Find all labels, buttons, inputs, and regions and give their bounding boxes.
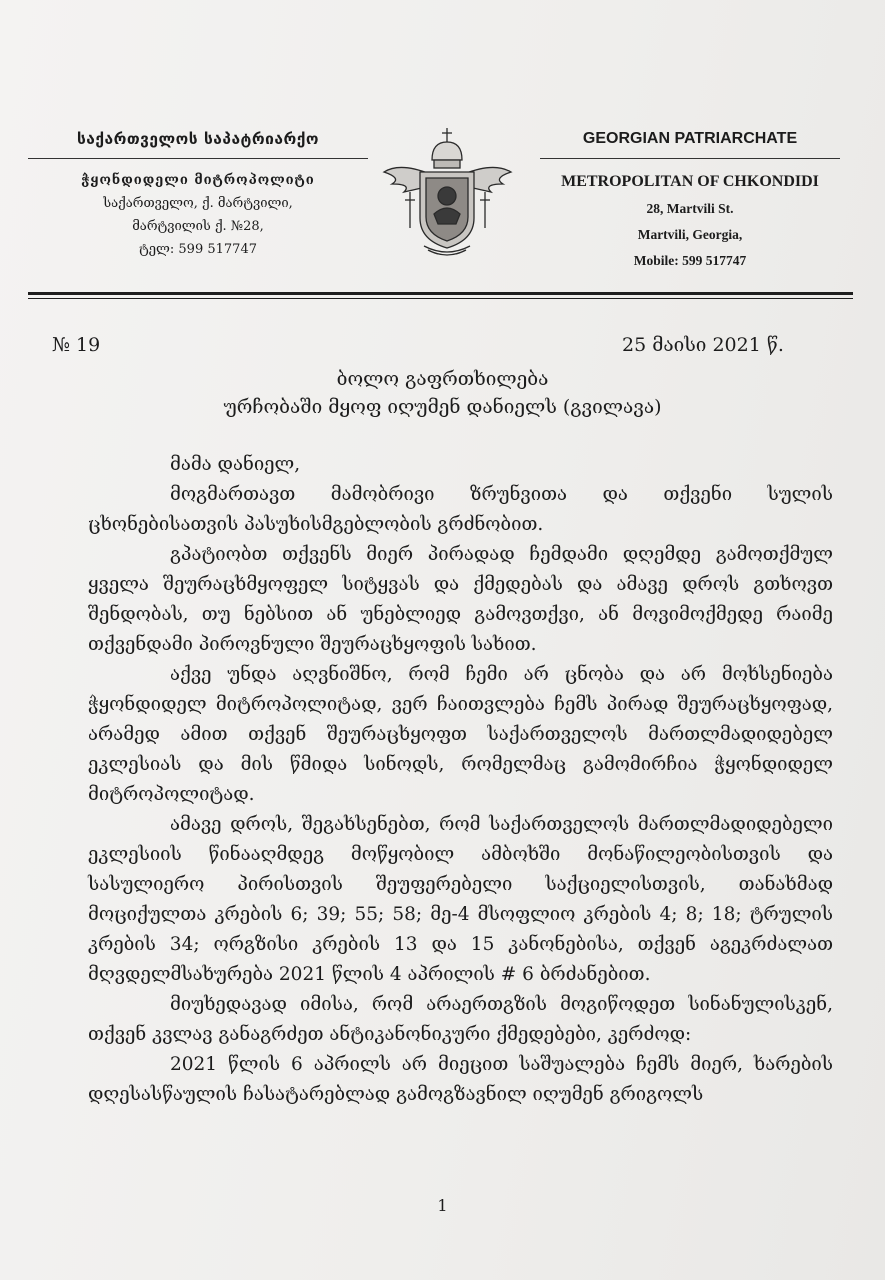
header-phone-ka: ტელ: 599 517747 — [139, 242, 257, 257]
paragraph: ამავე დროს, შეგახსენებთ, რომ საქართველოს მართლმადიდებელი ეკლესიის წინააღმდეგ მოწყობილ ამბოხში მონაწილეობისთვის და სასულიერო პირისთვის შეუფერებელი საქციელისთვის, თანახმად მოციქულთა კრების 6; 39; 55; 58; მე-4 მსოფლიო კრების 4; 8; 18; ტრულის კრების 34; ორგზისი კრების 13 და 15 კანონებისა, თქვენ აგეკრძალათ მღვდელმსახურება 2021 წლის 4 აპრილის # 6 ბრძანებით. — [88, 814, 833, 985]
paragraph: მიუხედავად იმისა, რომ არაერთგზის მოგიწოდეთ სინანულისკენ, თქვენ კვლავ განაგრძეთ ანტიკანონიკური ქმედებები, კერძოდ: — [88, 994, 833, 1045]
header-phone-en: Mobile: 599 517747 — [633, 253, 747, 268]
paragraph: 2021 წლის 6 აპრილს არ მიეცით საშუალება ჩემს მიერ, ხარების დღესასწაულის ჩასატარებლად გამოგზავნილ იღუმენ გრიგოლს — [88, 1054, 833, 1105]
document-date: 25 მაისი 2021 წ. — [622, 334, 784, 356]
header-right-english — [540, 130, 840, 279]
paragraph: აქვე უნდა აღვნიშნო, რომ ჩემი არ ცნობა და არ მოხსენიება ჭყონდიდელ მიტროპოლიტად, ვერ ჩაითვლება ჩემს პირად შეურაცხყოფად, არამედ ამით თქვენ შეურაცხყოფთ საქართველოს მართლმადიდებელ ეკლესიას და მის წმიდა სინოდს, რომელმაც გამომირჩია ჭყონდიდელ მიტროპოლიტად. — [88, 664, 833, 805]
header-title-ka: ჭყონდიდელი მიტროპოლიტი — [81, 173, 315, 188]
salutation: მამა დანიელ, — [170, 454, 301, 475]
header-divider-thin — [28, 298, 853, 299]
header-divider-thick — [28, 292, 853, 295]
header-address2-ka: მარტვილის ქ. №28, — [132, 219, 264, 234]
header-org-en: GEORGIAN PATRIARCHATE — [540, 130, 840, 159]
paragraph: გპატიობთ თქვენს მიერ პირადად ჩემდამი დღემდე გამოთქმულ ყველა შეურაცხმყოფელ სიტყვას და ქმედებას და ამავე დროს გთხოვთ შენდობას, თუ ნებსით ან უნებლიედ გამოვთქვი, ან მოვიმოქმედე რაიმე თქვენდამი პიროვნული შეურაცხყოფის სახით. — [88, 544, 833, 655]
document-subtitle: ურჩობაში მყოფ იღუმენ დანიელს (გვილავა) — [223, 396, 662, 418]
document-title: ბოლო გაფრთხილება — [336, 368, 549, 390]
header-address1-ka: საქართველო, ქ. მარტვილი, — [103, 196, 293, 211]
header-title-en: METROPOLITAN OF CHKONDIDI — [561, 173, 819, 190]
header-org-ka: საქართველოს საპატრიარქო — [28, 130, 368, 159]
header-left-georgian — [28, 130, 368, 265]
page-number: 1 — [437, 1196, 448, 1215]
letter-body — [88, 450, 833, 1110]
document-number: № 19 — [52, 334, 101, 356]
paragraph: მოგმართავთ მამობრივი ზრუნვითა და თქვენი სულის ცხონებისათვის პასუხისმგებლობის გრძნობით. — [88, 484, 833, 535]
patriarchate-emblem-icon — [380, 122, 515, 262]
header-address1-en: 28, Martvili St. — [646, 201, 734, 216]
header-address2-en: Martvili, Georgia, — [637, 227, 743, 242]
